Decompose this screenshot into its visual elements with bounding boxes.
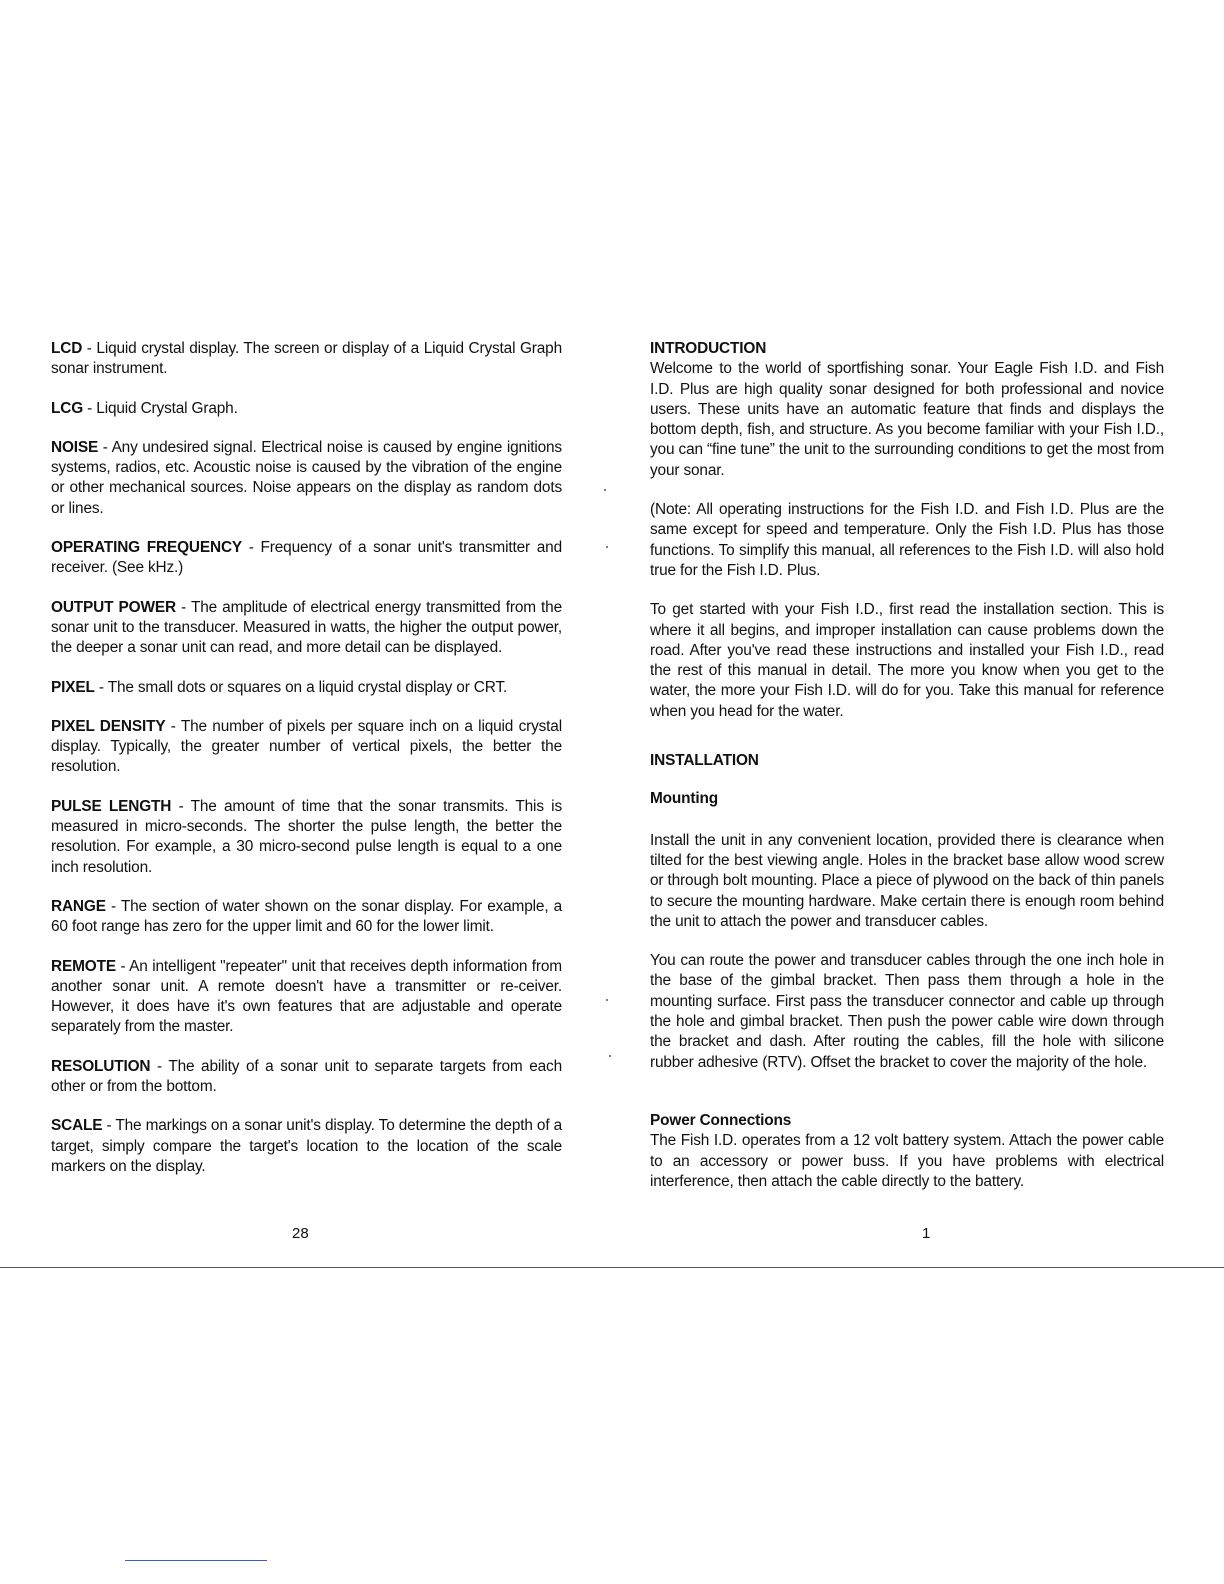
glossary-definition: An intelligent "repeater" unit that receives depth information from another sonar unit. A remote doesn't have a transmitter or re-ceiver. However, it does have it's own features that are adjustable and operate separately from the master. <box>51 957 562 1036</box>
glossary-definition: The amplitude of electrical energy transmitted from the sonar unit to the transducer. Measured in watts, the higher the output power, the deeper a sonar unit can read, and more detail can be displayed. <box>51 598 562 657</box>
scan-speck <box>604 489 606 491</box>
glossary-term: LCD <box>51 340 83 357</box>
glossary-separator: - <box>242 539 261 557</box>
mounting-paragraph: Install the unit in any convenient location, provided there is clearance when tilted for the best viewing angle. Holes in the bracket base allow wood screw or through bolt mounting. Place a piece of plywood on the back of thin panels to secure the mounting hardware. Make certain there is enough room behind the unit to attach the power and transducer cables. <box>650 831 1164 930</box>
glossary-term: OPERATING FREQUENCY <box>51 539 243 557</box>
glossary-term: REMOTE <box>51 957 116 975</box>
introduction-heading: INTRODUCTION <box>650 340 767 357</box>
glossary-separator: - <box>94 678 108 696</box>
glossary-column <box>51 339 562 1196</box>
glossary-entry-operating-frequency <box>51 538 562 579</box>
glossary-term: SCALE <box>51 1117 103 1135</box>
glossary-term: PIXEL DENSITY <box>51 717 166 735</box>
glossary-definition: Liquid crystal display. The screen or display of a Liquid Crystal Graph sonar instrument. <box>51 340 562 378</box>
glossary-separator: - <box>105 897 121 915</box>
installation-heading: INSTALLATION <box>650 752 759 770</box>
introduction-note-paragraph: (Note: All operating instructions for the Fish I.D. and Fish I.D. Plus are the same except for speed and temperature. Only the Fish I.D. Plus has those functions. To simplify this manual, all references to the Fish I.D. will also hold true for the Fish I.D. Plus. <box>650 501 1164 579</box>
glossary-entry-range <box>51 897 562 938</box>
glossary-entry-pixel <box>51 678 562 698</box>
glossary-term: OUTPUT POWER <box>51 598 176 616</box>
glossary-definition: The small dots or squares on a liquid crystal display or CRT. <box>107 678 508 696</box>
glossary-entry-lcg <box>51 399 562 419</box>
glossary-entry-pulse-length <box>51 797 562 878</box>
glossary-separator: - <box>171 797 191 815</box>
scan-speck <box>609 1055 611 1057</box>
blue-underline-mark <box>125 1560 267 1561</box>
glossary-definition: The markings on a sonar unit's display. To determine the depth of a target, simply compare the target's location to the location of the scale markers on the display. <box>51 1117 562 1175</box>
glossary-definition: Any undesired signal. Electrical noise is caused by engine ignitions systems, radios, etc. Acoustic noise is caused by the vibration of the engine or other mechanical sources. Noise appears on the display as random dots or lines. <box>51 438 562 517</box>
glossary-definition: The ability of a sonar unit to separate targets from each other or from the bottom. <box>51 1057 562 1096</box>
glossary-entry-remote <box>51 957 562 1038</box>
glossary-definition: The number of pixels per square inch on a liquid crystal display. Typically, the greater number of vertical pixels, the better the resolution. <box>51 717 562 776</box>
power-connections-heading: Power Connections <box>650 1111 792 1129</box>
glossary-definition: Frequency of a sonar unit's transmitter and receiver. (See kHz.) <box>51 539 562 577</box>
introduction-column <box>650 339 1164 1211</box>
glossary-term: PIXEL <box>51 678 95 696</box>
glossary-entry-lcd <box>51 339 562 380</box>
glossary-separator: - <box>165 717 181 735</box>
glossary-entry-noise <box>51 438 562 519</box>
glossary-definition: The amount of time that the sonar transmits. This is measured in micro-seconds. The shorter the pulse length, the better the resolution. For example, a 30 micro-second pulse length is equal to a one inch resolution. <box>51 797 562 876</box>
glossary-entry-scale <box>51 1116 562 1177</box>
glossary-separator: - <box>150 1057 169 1075</box>
glossary-separator: - <box>115 957 130 975</box>
power-connections-paragraph: The Fish I.D. operates from a 12 volt battery system. Attach the power cable to an accessory or power buss. If you have problems with electrical interference, then attach the cable directly to the battery. <box>650 1132 1164 1190</box>
introduction-getting-started-paragraph: To get started with your Fish I.D., first read the installation section. This is where it all begins, and improper installation can cause problems down the road. After you've read these instructions and installed your Fish I.D., read the rest of this manual in detail. The more you know when you get to the water, the more your Fish I.D. will do for you. Take this manual for reference when you head for the water. <box>650 601 1164 720</box>
glossary-entry-output-power <box>51 598 562 659</box>
glossary-term: RANGE <box>51 897 106 915</box>
glossary-separator: - <box>175 598 191 616</box>
glossary-term: PULSE LENGTH <box>51 797 172 815</box>
cable-routing-paragraph: You can route the power and transducer cables through the one inch hole in the base of the gimbal bracket. Then pass them through a hole in the mounting surface. First pass the transducer connector and cable up through the hole and gimbal bracket. Then push the power cable wire down through the bracket and dash. After routing the cables, fill the hole with silicone rubber adhesive (RTV). Offset the bracket to cover the majority of the hole. <box>650 952 1164 1071</box>
page-number-left: 28 <box>292 1225 309 1242</box>
glossary-term: LCG <box>51 399 84 417</box>
glossary-separator: - <box>83 399 97 417</box>
glossary-separator: - <box>102 1117 116 1135</box>
glossary-term: RESOLUTION <box>51 1057 151 1075</box>
scan-speck <box>606 999 608 1001</box>
glossary-separator: - <box>98 438 112 456</box>
glossary-entry-resolution <box>51 1057 562 1098</box>
mounting-heading: Mounting <box>650 790 719 808</box>
glossary-definition: The section of water shown on the sonar display. For example, a 60 foot range has zero for the upper limit and 60 for the lower limit. <box>51 897 562 936</box>
glossary-definition: Liquid Crystal Graph. <box>96 399 238 417</box>
glossary-term: NOISE <box>51 438 99 456</box>
glossary-separator: - <box>82 340 97 357</box>
scan-speck <box>606 546 608 548</box>
introduction-paragraph: Welcome to the world of sportfishing sonar. Your Eagle Fish I.D. and Fish I.D. Plus are high quality sonar designed for both professional and novice users. These units have an automatic feature that finds and displays the bottom depth, fish, and structure. As you become familiar with your Fish I.D., you can “fine tune” the unit to the surrounding conditions to get the most from your sonar. <box>650 360 1164 479</box>
page-number-right: 1 <box>922 1225 931 1242</box>
glossary-entry-pixel-density <box>51 717 562 778</box>
page-bottom-rule <box>0 1267 1224 1268</box>
